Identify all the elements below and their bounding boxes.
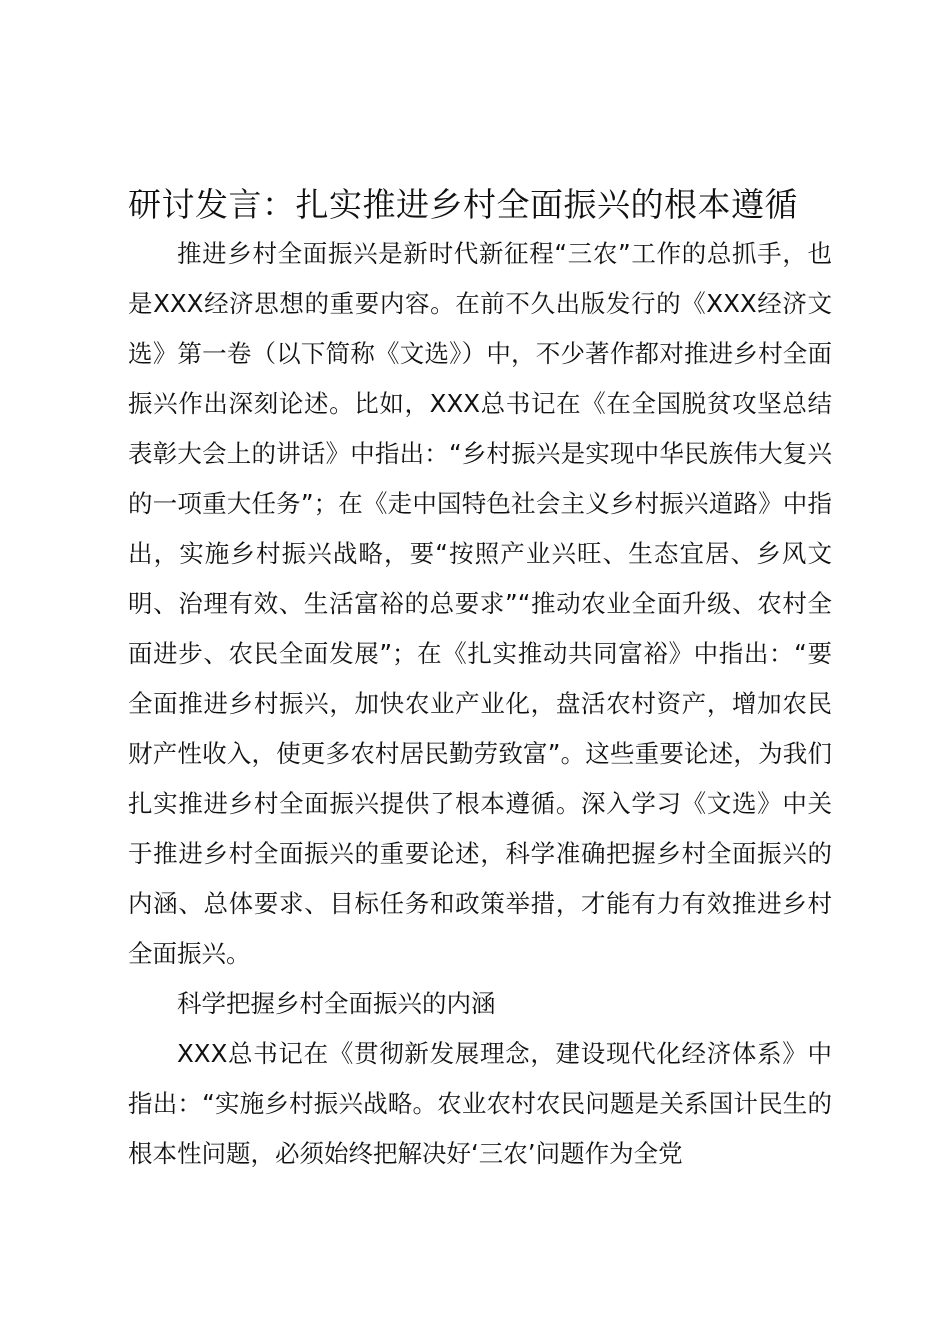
intro-paragraph: 推进乡村全面振兴是新时代新征程“三农”工作的总抓手，也是XXX经济思想的重要内容。在前不久出版发行的《XXX经济文选》第一卷（以下简称《文选》）中，不少著作都对推进乡村全面振兴作出深刻论述。比如，XXX总书记在《在全国脱贫攻坚总结表彰大会上的讲话》中指出：“乡村振兴是实现中华民族伟大复兴的一项重大任务”；在《走中国特色社会主义乡村振兴道路》中指出，实施乡村振兴战略，要“按照产业兴旺、生态宜居、乡风文明、治理有效、生活富裕的总要求”“推动农业全面升级、农村全面进步、农民全面发展”；在《扎实推动共同富裕》中指出：“要全面推进乡村振兴，加快农业产业化，盘活农村资产，增加农民财产性收入，使更多农村居民勤劳致富”。这些重要论述，为我们扎实推进乡村全面振兴提供了根本遵循。深入学习《文选》中关于推进乡村全面振兴的重要论述，科学准确把握乡村全面振兴的内涵、总体要求、目标任务和政策举措，才能有力有效推进乡村全面振兴。: [128, 239, 832, 968]
section-paragraph: XXX总书记在《贯彻新发展理念，建设现代化经济体系》中指出：“实施乡村振兴战略。农业农村农民问题是关系国计民生的根本性问题，必须始终把解决好‘三农’问题作为全党: [128, 1039, 832, 1168]
document-title: 研讨发言：扎实推进乡村全面振兴的根本遵循: [128, 185, 798, 224]
document-body: [128, 177, 832, 1179]
section-heading: 科学把握乡村全面振兴的内涵: [177, 989, 496, 1018]
